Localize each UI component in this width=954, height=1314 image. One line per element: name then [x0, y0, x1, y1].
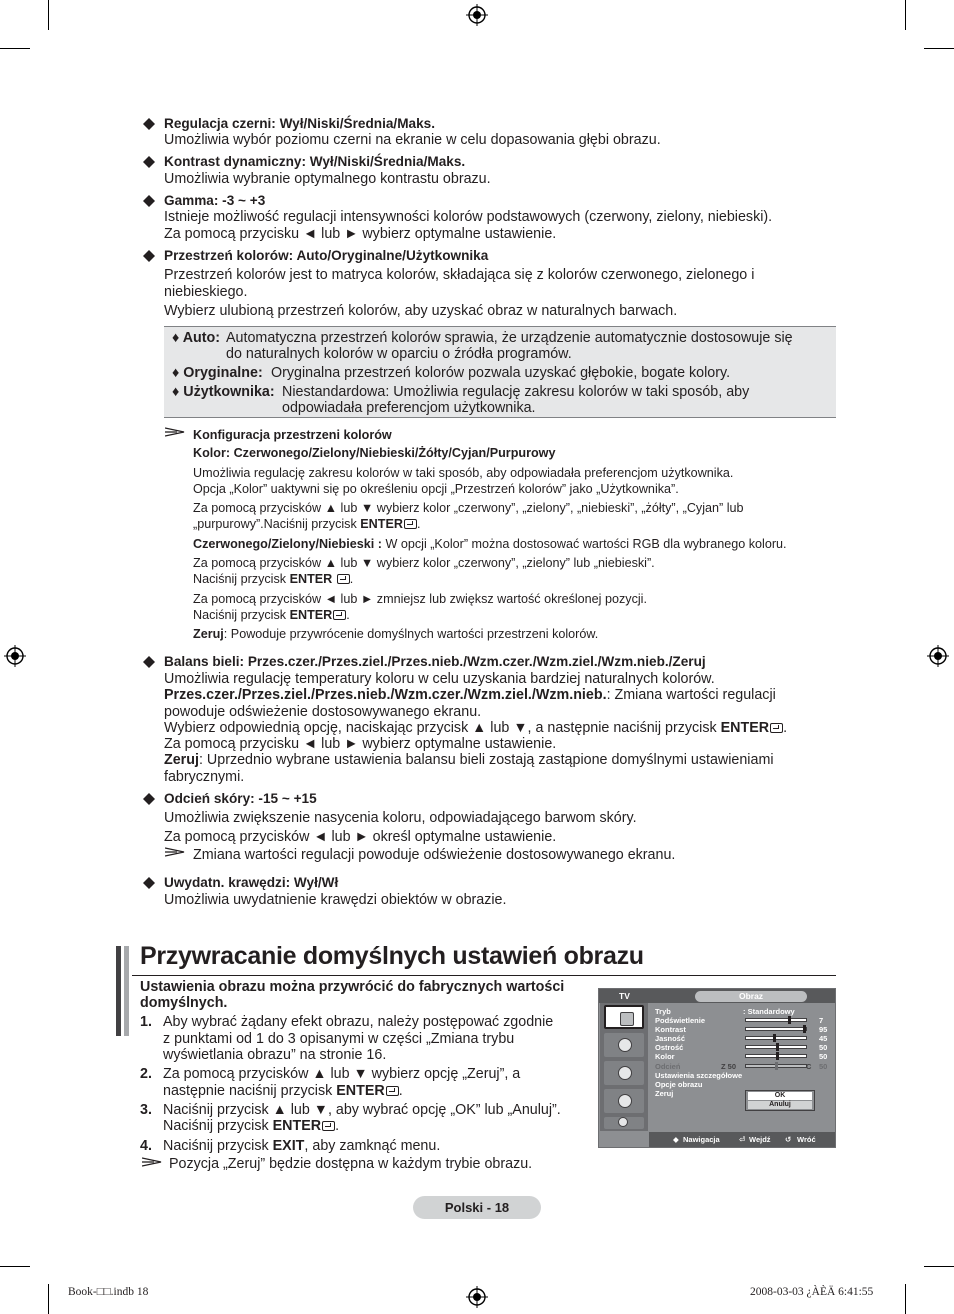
enter-small-icon: ⏎	[739, 1135, 746, 1144]
note-arrow-icon	[165, 847, 185, 857]
step-text: , aby zamknąć menu.	[304, 1138, 441, 1154]
crop-mark	[924, 1266, 954, 1267]
menu-value-4: 50	[819, 1043, 828, 1052]
white-balance-desc: Wybierz odpowiednią opcję, naciskając przycisk ▲ lub ▼, a następnie naciśnij przycisk	[164, 720, 721, 736]
config-text: Naciśnij przycisk	[193, 608, 290, 622]
menu-row-detailed: Ustawienia szczegółowe	[655, 1071, 743, 1080]
white-balance-desc: : Uprzednio wybrane ustawienia balansu bieli zostają zastąpione domyślnymi ustawieniami	[198, 752, 774, 768]
crop-mark	[0, 48, 30, 49]
menu-slider-odcien	[745, 1064, 807, 1068]
registration-mark-icon	[466, 4, 488, 26]
menu-value-odcien: 50	[819, 1062, 828, 1071]
color-space-title: Przestrzeń kolorów: Auto/Oryginalne/Użytkownika	[164, 248, 489, 263]
edge-title: Uwydatn. krawędzi: Wył/Wł	[164, 875, 339, 890]
enter-icon	[337, 574, 350, 584]
picture-menu-icon	[604, 1005, 644, 1029]
step-text: następnie naciśnij przycisk	[163, 1083, 337, 1099]
menu-value-1: 7	[819, 1016, 824, 1025]
nav-updown-icon: ◆	[673, 1135, 679, 1144]
menu-odcien-c: C	[806, 1062, 812, 1071]
menu-slider-5	[745, 1054, 807, 1058]
crop-mark	[924, 48, 954, 49]
diamond-bullet-icon	[141, 116, 157, 132]
menu-slider-2	[745, 1027, 807, 1031]
config-text: „purpurowy”.Naciśnij przycisk	[193, 517, 361, 531]
menu-row-options: Opcje obrazu	[655, 1080, 703, 1089]
black-level-desc: Umożliwia wybór poziomu czerni na ekranie w celu dopasowania głębi obrazu.	[164, 132, 661, 148]
menu-row-4: Ostrość	[655, 1043, 684, 1052]
tv-menu-screenshot	[598, 988, 836, 1148]
config-text: Za pomocą przycisków ◄ lub ► zmniejsz lub zwiększ wartość określonej pozycji.	[193, 592, 647, 606]
skin-tone-title: Odcień skóry: -15 ~ +15	[164, 791, 317, 806]
color-space-options-box	[164, 326, 836, 418]
crop-mark	[905, 0, 906, 30]
crop-mark	[48, 1284, 49, 1314]
note-arrow-icon	[142, 1157, 162, 1167]
enter-icon	[322, 1121, 335, 1131]
registration-mark-icon	[466, 1286, 488, 1308]
return-icon: ↺	[785, 1135, 792, 1144]
gamma-desc: Za pomocą przycisku ◄ lub ► wybierz optymalne ustawienie.	[164, 226, 557, 242]
white-balance-desc: Umożliwia regulację temperatury koloru w celu uzyskania bardziej naturalnych kolorów.	[164, 671, 715, 687]
enter-key-label: ENTER	[272, 1118, 322, 1134]
color-space-desc: Przestrzeń kolorów jest to matryca kolorów, składająca się z kolorów czerwonego, zielonego i	[164, 267, 755, 283]
page-number-badge: Polski - 18	[413, 1196, 541, 1219]
color-space-desc: niebieskiego.	[164, 284, 248, 300]
section-intro: Ustawienia obrazu można przywrócić do fabrycznych wartości	[140, 979, 565, 995]
enter-key-label: ENTER	[336, 1083, 385, 1099]
rgb-label: Czerwonego/Zielony/Niebieski :	[193, 537, 382, 551]
skin-tone-desc: Umożliwia zwiększenie nasycenia koloru, odpowiadającego barwom skóry.	[164, 810, 637, 826]
crop-mark	[905, 1284, 906, 1314]
config-text: Umożliwia regulację zakresu kolorów w taki sposób, aby odpowiadała preferencjom użytkownika.	[193, 466, 734, 480]
gamma-desc: Istnieje możliwość regulacji intensywności kolorów podstawowych (czerwony, zielony, niebieski).	[164, 209, 773, 225]
menu-value-tryb: : Standardowy	[743, 1007, 795, 1016]
enter-icon	[333, 610, 346, 620]
rgb-text: W opcji „Kolor” można dostosować wartości RGB dla wybranego koloru.	[381, 537, 787, 551]
menu-slider-1	[745, 1018, 807, 1022]
step-text: Naciśnij przycisk ▲ lub ▼, aby wybrać opcję „OK” lub „Anuluj”.	[163, 1102, 561, 1118]
user-label: ♦ Użytkownika:	[172, 384, 275, 400]
enter-key-label: ENTER	[289, 608, 333, 622]
dynamic-contrast-desc: Umożliwia wybranie optymalnego kontrastu obrazu.	[164, 171, 491, 187]
enter-icon	[404, 519, 417, 529]
config-text: Naciśnij przycisk	[193, 572, 290, 586]
section-rule	[132, 975, 836, 976]
diamond-bullet-icon	[141, 875, 157, 891]
step-text: Za pomocą przycisków ▲ lub ▼ wybierz opcję „Zeruj”, a	[163, 1066, 521, 1082]
ok-option: OK	[748, 1092, 812, 1100]
slider-knob	[803, 1025, 806, 1033]
config-title: Konfiguracja przestrzeni kolorów	[193, 428, 392, 442]
note-arrow-icon	[165, 427, 185, 437]
auto-text: Automatyczna przestrzeń kolorów sprawia, że urządzenie automatycznie dostosowuje się	[226, 330, 793, 346]
nav-label: Nawigacja	[683, 1135, 720, 1144]
tv-menu-footer	[649, 1132, 835, 1147]
auto-label: ♦ Auto:	[172, 330, 221, 346]
back-label: Wróć	[797, 1135, 816, 1144]
channel-menu-icon	[604, 1061, 644, 1085]
crop-mark	[48, 0, 49, 30]
menu-row-1: Podświetlenie	[655, 1016, 706, 1025]
section-note: Pozycja „Zeruj” będzie dostępna w każdym trybie obrazu.	[169, 1156, 533, 1172]
diamond-bullet-icon	[141, 248, 157, 264]
menu-row-5: Kolor	[655, 1052, 675, 1061]
registration-mark-icon	[927, 645, 949, 667]
white-balance-desc: Za pomocą przycisku ◄ lub ► wybierz optymalne ustawienie.	[164, 736, 557, 752]
diamond-bullet-icon	[141, 193, 157, 209]
config-text: Za pomocą przycisków ▲ lub ▼ wybierz kolor „czerwony”, „zielony” lub „niebieski”.	[193, 556, 655, 570]
slider-knob	[773, 1034, 776, 1042]
section-bar	[116, 946, 121, 1036]
section-bar	[124, 946, 129, 1036]
skin-tone-note: Zmiana wartości regulacji powoduje odświeżenie dostosowywanego ekranu.	[193, 847, 676, 863]
step-number: 3.	[140, 1102, 152, 1118]
menu-value-5: 50	[819, 1052, 828, 1061]
white-balance-desc: powoduje odświeżenie dostosowywanego ekranu.	[164, 704, 482, 720]
white-balance-title: Balans bieli: Przes.czer./Przes.ziel./Przes.nieb./Wzm.czer./Wzm.ziel./Wzm.nieb./Zeruj	[164, 654, 706, 669]
zeruj-label: Zeruj	[164, 752, 199, 768]
section-title: Przywracanie domyślnych ustawień obrazu	[140, 942, 644, 970]
auto-text: do naturalnych kolorów w oparciu o źródła programów.	[226, 346, 572, 362]
slider-knob	[788, 1016, 791, 1024]
step-text: Naciśnij przycisk	[163, 1138, 273, 1154]
dynamic-contrast-title: Kontrast dynamiczny: Wył/Niski/Średnia/Maks.	[164, 154, 466, 169]
sound-menu-icon	[604, 1033, 644, 1057]
section-intro: domyślnych.	[140, 995, 228, 1011]
print-info-left: Book-□□.indb 18	[68, 1286, 149, 1298]
menu-value-2: 95	[819, 1025, 828, 1034]
input-menu-icon	[604, 1117, 644, 1129]
tv-label: TV	[619, 991, 630, 1001]
menu-row-3: Jasność	[655, 1034, 686, 1043]
diamond-bullet-icon	[141, 154, 157, 170]
original-label: ♦ Oryginalne:	[172, 365, 263, 381]
reset-dialog	[745, 1090, 815, 1111]
exit-key-label: EXIT	[272, 1138, 305, 1154]
diamond-bullet-icon	[141, 654, 157, 670]
menu-odcien-z: Z 50	[721, 1062, 737, 1071]
menu-tab-obraz: Obraz	[695, 991, 807, 1002]
menu-row-odcien: Odcień	[655, 1062, 681, 1071]
diamond-bullet-icon	[141, 791, 157, 807]
step-text: z punktami od 1 do 3 opisanymi w części „Zmiana trybu	[163, 1031, 515, 1047]
print-info-right: 2008-03-03 ¿ÀÈÄ 6:41:55	[750, 1286, 874, 1298]
slider-knob	[776, 1043, 779, 1051]
enter-icon	[386, 1086, 399, 1096]
original-text: Oryginalna przestrzeń kolorów pozwala uzyskać głębokie, bogate kolory.	[271, 365, 731, 381]
white-balance-desc: : Zmiana wartości regulacji	[606, 687, 776, 703]
enter-key-label: ENTER	[360, 517, 403, 531]
enter-key-label: ENTER	[289, 572, 333, 586]
user-text: Niestandardowa: Umożliwia regulację zakresu kolorów w taki sposób, aby	[282, 384, 750, 400]
step-number: 4.	[140, 1138, 152, 1154]
step-text: Naciśnij przycisk	[163, 1118, 273, 1134]
user-text: odpowiadała preferencjom użytkownika.	[282, 400, 536, 416]
kolor-title: Kolor: Czerwonego/Zielony/Niebieski/Żółty/Cyjan/Purpurowy	[193, 446, 556, 460]
config-text: Za pomocą przycisków ▲ lub ▼ wybierz kolor „czerwony”, „zielony”, „niebieski”, „żółty”, „Cyjan” lub	[193, 501, 744, 515]
step-text: wyświetlania obrazu” na stronie 16.	[163, 1047, 387, 1063]
black-level-title: Regulacja czerni: Wył/Niski/Średnia/Maks.	[164, 116, 435, 131]
enter-key-label: ENTER	[720, 720, 770, 736]
menu-slider-3	[745, 1036, 807, 1040]
tv-menu-sidebar	[600, 1003, 648, 1131]
menu-slider-4	[745, 1045, 807, 1049]
setup-menu-icon	[604, 1089, 644, 1113]
color-space-desc: Wybierz ulubioną przestrzeń kolorów, aby uzyskać obraz w naturalnych barwach.	[164, 303, 678, 319]
step-number: 1.	[140, 1014, 152, 1030]
config-text: Opcja „Kolor” uaktywni się po określeniu opcji „Przestrzeń kolorów” jako „Użytkownika”.	[193, 482, 679, 496]
menu-row-zeruj: Zeruj	[655, 1089, 674, 1098]
menu-row-tryb: Tryb	[655, 1007, 671, 1016]
step-text: Aby wybrać żądany efekt obrazu, należy postępować zgodnie	[163, 1014, 554, 1030]
tv-menu-header	[599, 989, 835, 1003]
crop-mark	[0, 1266, 30, 1267]
cancel-option: Anuluj	[748, 1101, 812, 1109]
enter-label: Wejdź	[749, 1135, 771, 1144]
white-balance-bold: Przes.czer./Przes.ziel./Przes.nieb./Wzm.czer./Wzm.ziel./Wzm.nieb.	[164, 687, 607, 703]
menu-row-2: Kontrast	[655, 1025, 686, 1034]
zeruj-label: Zeruj	[193, 627, 224, 641]
registration-mark-icon	[4, 645, 26, 667]
white-balance-desc: fabrycznymi.	[164, 769, 245, 785]
step-number: 2.	[140, 1066, 152, 1082]
skin-tone-desc: Za pomocą przycisków ◄ lub ► określ optymalne ustawienie.	[164, 829, 557, 845]
enter-icon	[770, 723, 783, 733]
edge-desc: Umożliwia uwydatnienie krawędzi obiektów w obrazie.	[164, 892, 507, 908]
zeruj-text: : Powoduje przywrócenie domyślnych wartości przestrzeni kolorów.	[223, 627, 599, 641]
gamma-title: Gamma: -3 ~ +3	[164, 193, 266, 208]
menu-value-3: 45	[819, 1034, 828, 1043]
slider-knob	[776, 1052, 779, 1060]
